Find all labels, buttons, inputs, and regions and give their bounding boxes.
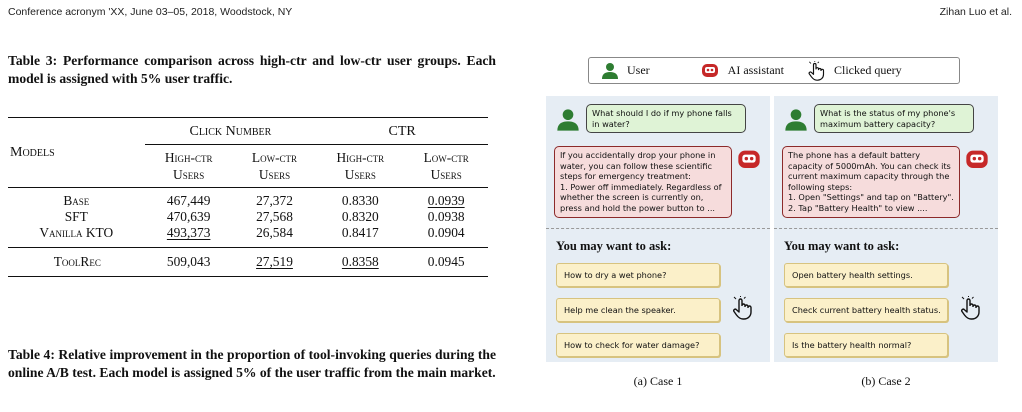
assistant-answer-bubble: If you accidentally drop your phone in water, you can follow these scientific steps for emergency treatment: 1. Power off immediately. Regardless of whether the screen is currently on, press and hold the power button to ... (554, 146, 732, 218)
table4-caption: Table 4: Relative improvement in the proportion of tool-invoking queries during the online A/B test. Each model is assigned 5% of the user traffic from the main market. (8, 347, 496, 380)
divider (546, 228, 770, 229)
cell: 0.8417 (341, 225, 379, 240)
suggested-query[interactable]: How to check for water damage? (556, 333, 720, 357)
legend-clicked (806, 61, 902, 81)
pointer-hand-icon (806, 61, 826, 81)
cell: 493,373 (166, 225, 211, 240)
legend-user-label: User (627, 63, 650, 77)
table-row (8, 188, 488, 210)
legend-user (601, 62, 650, 80)
subheader-low-ctr-click: Low-ctr Users (251, 150, 298, 182)
user-icon (601, 62, 619, 80)
cell: 0.0945 (427, 254, 465, 269)
cell: 509,043 (166, 254, 211, 269)
suggested-query-clicked[interactable]: Check current battery health status. (784, 298, 948, 322)
ctr-header: CTR (316, 118, 488, 145)
case-study-figure (546, 52, 986, 392)
pointer-hand-icon (958, 296, 982, 320)
cell: 27,372 (256, 193, 293, 208)
legend-assistant (700, 62, 784, 80)
cell: 0.0904 (427, 225, 465, 240)
case2-panel (774, 96, 998, 362)
cell: 467,449 (166, 193, 211, 208)
cell: 470,639 (166, 209, 211, 224)
cell: 0.8358 (341, 254, 379, 269)
cell: 0.0939 (427, 193, 465, 208)
user-icon (784, 108, 808, 132)
figure-legend (588, 57, 960, 84)
assistant-answer-bubble: The phone has a default battery capacity of 5000mAh. You can check its current maximum capacity through the following steps: 1. Open "Settings" and tap on "Battery". 2. Tap "Battery Health" to view .... (782, 146, 960, 218)
user-question-bubble: What should I do if my phone falls in water? (586, 104, 746, 133)
subheader-high-ctr-click: High-ctr Users (164, 150, 213, 182)
performance-table (8, 117, 488, 277)
divider (774, 228, 998, 229)
cell: 0.8330 (341, 193, 379, 208)
ask-heading: You may want to ask: (784, 239, 900, 253)
cell: 27,568 (256, 209, 293, 224)
subheader-low-ctr-ctr: Low-ctr Users (423, 150, 469, 182)
case2-caption: (b) Case 2 (861, 374, 911, 388)
cell: 26,584 (256, 225, 293, 240)
user-icon (556, 108, 580, 132)
row-model: ToolRec (53, 254, 101, 269)
cell: 27,519 (256, 254, 293, 269)
subheader-high-ctr-ctr: High-ctr Users (336, 150, 385, 182)
running-header-left: Conference acronym 'XX, June 03–05, 2018, Woodstock, NY (8, 6, 293, 18)
suggested-query[interactable]: How to dry a wet phone? (556, 263, 720, 287)
user-question-bubble: What is the status of my phone's maximum battery capacity? (814, 104, 974, 133)
robot-icon (735, 148, 763, 172)
table-row (8, 209, 488, 225)
suggested-query-clicked[interactable]: Help me clean the speaker. (556, 298, 720, 322)
cell: 0.0938 (427, 209, 465, 224)
row-model: SFT (64, 209, 88, 224)
ask-heading: You may want to ask: (556, 239, 672, 253)
cell: 0.8320 (341, 209, 379, 224)
robot-icon (963, 148, 991, 172)
case1-caption: (a) Case 1 (633, 374, 683, 388)
table-row (8, 225, 488, 248)
row-model: Vanilla KTO (39, 225, 114, 240)
table-row (8, 248, 488, 277)
legend-clicked-label: Clicked query (834, 63, 902, 77)
robot-icon (700, 62, 720, 80)
suggested-query[interactable]: Is the battery health normal? (784, 333, 948, 357)
row-model: Base (63, 193, 90, 208)
running-header-right: Zihan Luo et al. (939, 6, 1012, 18)
legend-assistant-label: AI assistant (727, 63, 784, 77)
pointer-hand-icon (730, 296, 754, 320)
models-header: Models (10, 144, 55, 160)
suggested-query[interactable]: Open battery health settings. (784, 263, 948, 287)
case1-panel (546, 96, 770, 362)
table3-caption: Table 3: Performance comparison across high-ctr and low-ctr user groups. Each model is assigned with 5% user traffic. (8, 53, 496, 86)
click-number-header: Click Number (145, 118, 317, 145)
